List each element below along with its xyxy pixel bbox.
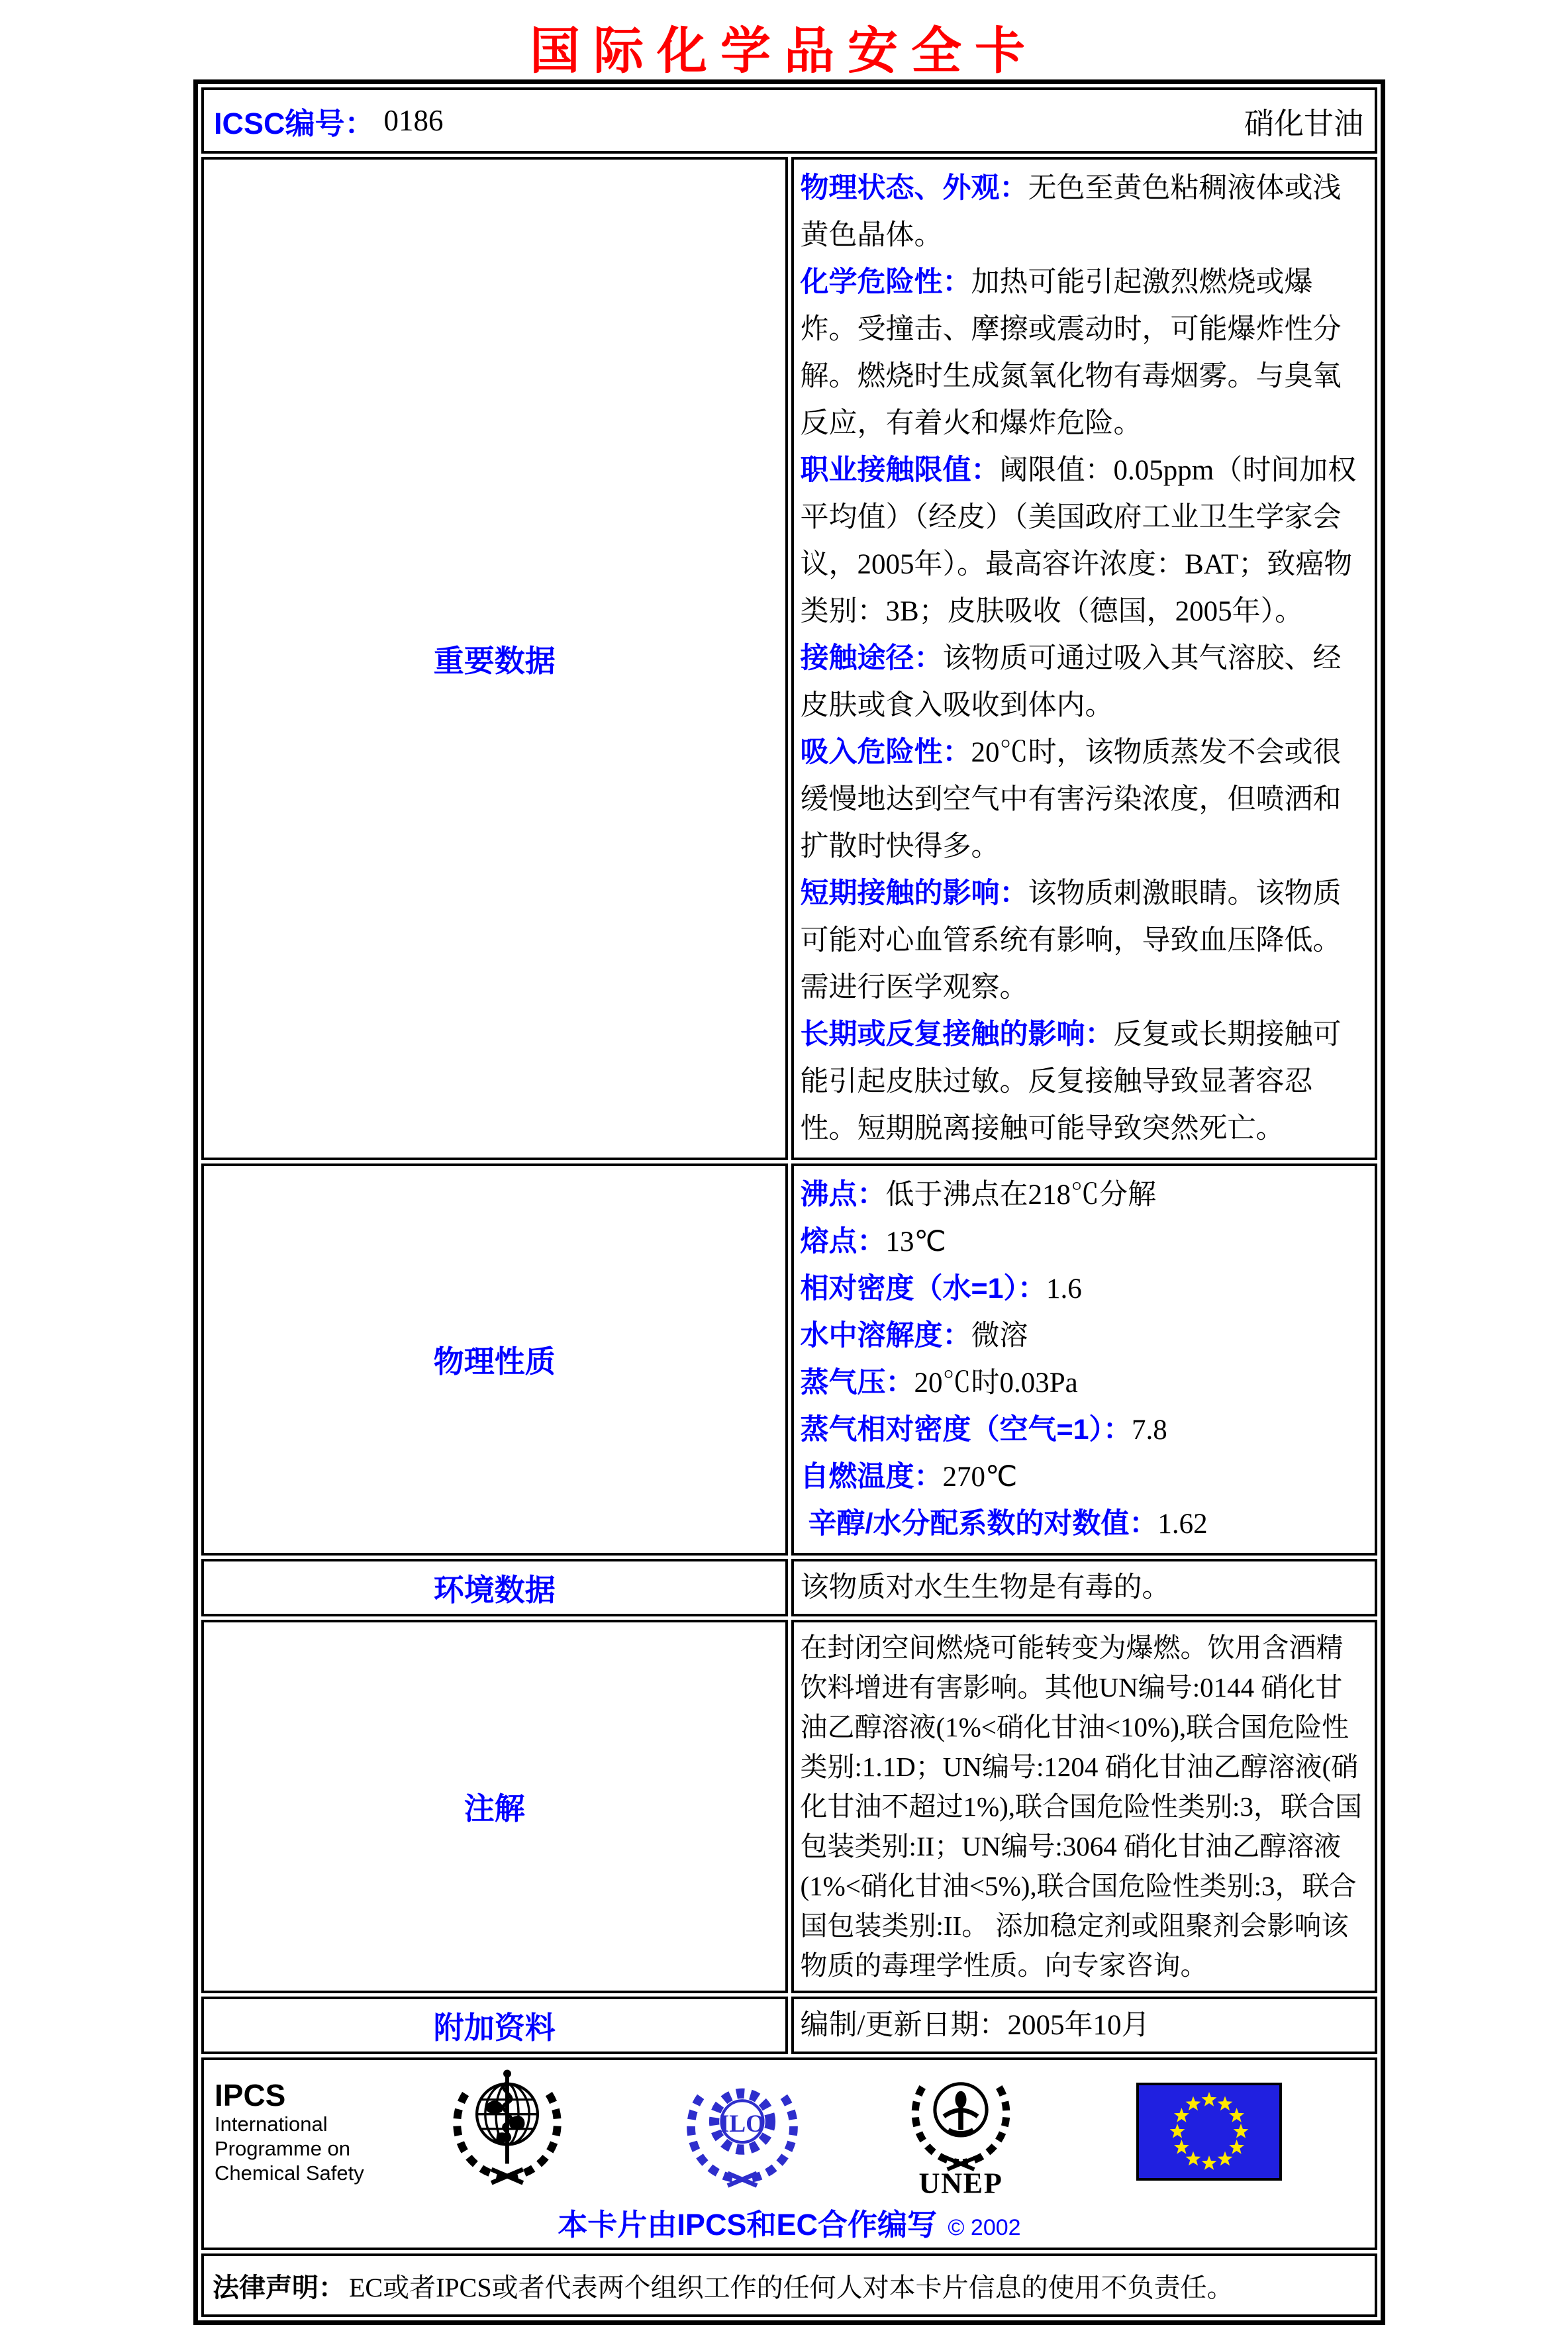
- property-label: 蒸气压：: [800, 1367, 914, 1399]
- environmental-data-content: [791, 1559, 1378, 1616]
- property-value: 13℃: [885, 1226, 946, 1258]
- logo-strip: [204, 2067, 1375, 2197]
- icsc-number-group: [214, 99, 444, 142]
- section-label-notes: 注解: [201, 1620, 788, 1993]
- property-label: 辛醇/水分配系数的对数值：: [800, 1508, 1158, 1540]
- field-label: 长期或反复接触的影响：: [800, 1018, 1114, 1050]
- field-label: 短期接触的影响：: [800, 877, 1028, 909]
- legal-label: 法律声明：: [213, 2273, 345, 2302]
- eu-flag-icon: [1136, 2083, 1282, 2181]
- property-label: 自燃温度：: [800, 1461, 943, 1493]
- environmental-data-text: 该物质对水生生物是有毒的。: [800, 1572, 1171, 1603]
- chemical-name: 硝化甘油: [1244, 107, 1363, 140]
- notes-row: [201, 1620, 1377, 1993]
- important-data-row: [201, 157, 1377, 1160]
- property-line: [801, 1312, 1365, 1360]
- notes-text: 在封闭空间燃烧可能转变为爆燃。饮用含酒精饮料增进有害影响。其他UN编号:0144 硝化甘油乙醇溶液(1%<硝化甘油<10%),联合国危险性类别:1.1D；UN编号:1204 硝化甘油乙醇溶液(硝化甘油不超过1%),联合国危险性类别:3，联合国包装类别:II；UN编号:3064 硝化甘油乙醇溶液(1%<硝化甘油<5%),联合国危险性类别:3，联合国包装类别:II。 添加稳定剂或阻聚剂会影响该物质的毒理学性质。向专家咨询。: [800, 1632, 1362, 1981]
- ipcs-subtitle-2: Programme on: [215, 2136, 351, 2160]
- svg-text:ILO: ILO: [719, 2110, 765, 2138]
- property-line: [801, 1407, 1365, 1454]
- property-label: 蒸气相对密度（空气=1）：: [800, 1414, 1132, 1446]
- property-label: 熔点：: [800, 1226, 886, 1258]
- additional-info-content: [791, 1997, 1378, 2054]
- svg-text:UNEP: UNEP: [918, 2167, 1003, 2197]
- icsc-number-value: 0186: [383, 104, 444, 137]
- section-label-important-data: 重要数据: [201, 157, 788, 1160]
- section-label-additional-info: 附加资料: [201, 1997, 788, 2054]
- data-item-line: [801, 870, 1365, 1011]
- legal-text: EC或者IPCS或者代表两个组织工作的任何人对本卡片信息的使用不负责任。: [349, 2272, 1234, 2302]
- field-text: 无色至黄色粘稠液体或浅黄色晶体。: [800, 173, 1342, 251]
- field-label: 化学危险性：: [800, 266, 971, 298]
- ipcs-acronym: IPCS: [215, 2077, 286, 2112]
- property-value: 20℃时0.03Pa: [914, 1367, 1078, 1399]
- icsc-card-table: [193, 79, 1385, 2325]
- data-item-line: [801, 635, 1365, 729]
- ipcs-subtitle-1: International: [215, 2112, 328, 2136]
- property-line: [801, 1265, 1365, 1312]
- physical-properties-content: [791, 1163, 1378, 1556]
- field-text: 该物质可通过吸入其气溶胶、经皮肤或食入吸收到体内。: [800, 643, 1342, 721]
- credit-line: [204, 2201, 1375, 2244]
- property-value: 低于沸点在218℃分解: [885, 1179, 1156, 1211]
- logos-cell: [201, 2057, 1377, 2250]
- additional-info-row: [201, 1997, 1377, 2054]
- important-data-list: [801, 165, 1365, 1152]
- field-label: 物理状态、外观：: [800, 172, 1028, 204]
- data-item-line: [801, 259, 1365, 447]
- header-row: [201, 87, 1377, 154]
- property-line: [801, 1171, 1365, 1218]
- legal-cell: [201, 2253, 1377, 2317]
- data-item-line: [801, 165, 1365, 259]
- header-cell: [201, 87, 1377, 154]
- property-value: 微溶: [971, 1320, 1028, 1352]
- copyright-text: © 2002: [948, 2215, 1021, 2240]
- credit-text: 本卡片由IPCS和EC合作编写: [558, 2208, 937, 2242]
- data-item-line: [801, 1011, 1365, 1152]
- field-text: 20℃时，该物质蒸发不会或很缓慢地达到空气中有害污染浓度，但喷洒和扩散时快得多。: [800, 737, 1342, 862]
- data-item-line: [801, 447, 1365, 635]
- property-value: 1.62: [1157, 1509, 1208, 1540]
- field-text: 该物质刺激眼睛。该物质可能对心血管系统有影响，导致血压降低。需进行医学观察。: [800, 878, 1342, 1003]
- physical-properties-row: [201, 1163, 1377, 1556]
- data-item-line: [801, 729, 1365, 870]
- environmental-data-row: [201, 1559, 1377, 1616]
- property-label: 沸点：: [800, 1179, 886, 1211]
- property-line: [801, 1454, 1365, 1501]
- field-text: 反复或长期接触可能引起皮肤过敏。反复接触导致显著容忍性。短期脱离接触可能导致突然死亡。: [800, 1019, 1342, 1144]
- field-label: 吸入危险性：: [800, 736, 971, 768]
- property-line: [801, 1218, 1365, 1265]
- field-text: 阈限值：0.05ppm（时间加权平均值）（经皮）（美国政府工业卫生学家会议，2005年）。最高容许浓度：BAT；致癌物类别：3B；皮肤吸收（德国，2005年）。: [800, 455, 1357, 627]
- property-label: 水中溶解度：: [800, 1320, 971, 1352]
- property-value: 1.6: [1046, 1273, 1082, 1305]
- ilo-logo-icon: [686, 2072, 799, 2191]
- ipcs-text-block: [215, 2079, 368, 2185]
- section-label-physical-properties: 物理性质: [201, 1163, 788, 1556]
- unep-logo-icon: [905, 2067, 1017, 2197]
- property-line: [801, 1501, 1365, 1548]
- notes-content: [791, 1620, 1378, 1993]
- ipcs-subtitle-3: Chemical Safety: [215, 2161, 364, 2185]
- important-data-content: [791, 157, 1378, 1160]
- physical-properties-list: [801, 1171, 1365, 1548]
- field-label: 接触途径：: [800, 642, 943, 674]
- property-value: 7.8: [1132, 1414, 1167, 1446]
- additional-info-text: 编制/更新日期：2005年10月: [800, 2010, 1150, 2041]
- field-label: 职业接触限值：: [800, 454, 1000, 486]
- field-text: 加热可能引起激烈燃烧或爆炸。受撞击、摩擦或震动时，可能爆炸性分解。燃烧时生成氮氧化物有毒烟雾。与臭氧反应，有着火和爆炸危险。: [800, 267, 1342, 439]
- icsc-number-label: ICSC编号：: [214, 106, 375, 140]
- property-label: 相对密度（水=1）：: [800, 1273, 1047, 1305]
- page-title: 国际化学品安全卡: [530, 24, 1038, 79]
- who-logo-icon: [451, 2067, 564, 2197]
- logos-row: [201, 2057, 1377, 2250]
- property-value: 270℃: [942, 1461, 1018, 1493]
- property-line: [801, 1360, 1365, 1407]
- legal-row: [201, 2253, 1377, 2317]
- section-label-environmental-data: 环境数据: [201, 1559, 788, 1616]
